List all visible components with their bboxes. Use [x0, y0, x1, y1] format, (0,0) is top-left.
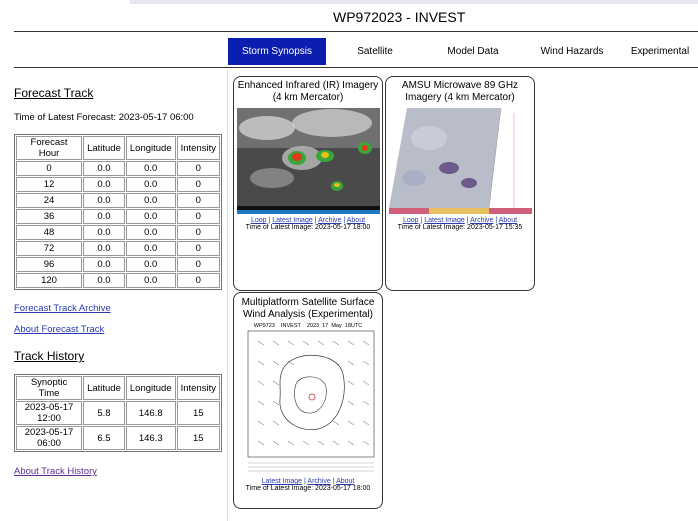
top-strip — [130, 0, 698, 4]
about-forecast-link[interactable]: About Forecast Track — [14, 324, 105, 335]
wind-image[interactable] — [238, 323, 378, 477]
table-cell: 0.0 — [83, 241, 125, 256]
table-cell: 146.8 — [126, 401, 176, 425]
table-row — [16, 257, 220, 272]
latest-forecast-time: Time of Latest Forecast: 2023-05-17 06:00 — [14, 112, 194, 123]
table-cell: 0 — [177, 209, 220, 224]
wind-card-title: Multiplatform Satellite Surface Wind Analysis (Experimental) — [241, 297, 375, 320]
table-row — [16, 177, 220, 192]
table-cell: 6.5 — [83, 426, 125, 450]
table-cell: 15 — [177, 401, 220, 425]
table-cell: 0.0 — [83, 177, 125, 192]
table-cell: 0.0 — [126, 225, 176, 240]
table-cell: 0 — [177, 225, 220, 240]
table-row — [16, 209, 220, 224]
ir-loop-link[interactable]: Loop — [250, 217, 267, 224]
mw-latest-link[interactable]: Latest Image — [424, 217, 465, 224]
table-row — [16, 241, 220, 256]
table-cell: 0.0 — [126, 273, 176, 288]
forecast-archive-link[interactable]: Forecast Track Archive — [14, 303, 111, 314]
title-divider — [14, 31, 698, 32]
table-cell: 24 — [16, 193, 82, 208]
column-header: Forecast Hour — [16, 136, 82, 160]
table-cell: 0.0 — [126, 257, 176, 272]
wind-analysis-card — [233, 292, 383, 509]
about-track-history-link[interactable]: About Track History — [14, 466, 97, 477]
tab-storm-synopsis[interactable]: Storm Synopsis — [228, 38, 326, 65]
ir-latest-link[interactable]: Latest Image — [272, 217, 313, 224]
column-header: Intensity — [177, 136, 220, 160]
table-cell: 0 — [177, 193, 220, 208]
column-header: Longitude — [126, 376, 176, 400]
nav-divider — [14, 67, 698, 68]
table-cell: 0 — [177, 257, 220, 272]
table-row — [16, 273, 220, 288]
ir-card-title: Enhanced Infrared (IR) Imagery (4 km Mercator) — [237, 80, 379, 103]
wind-analysis-plot — [238, 329, 378, 475]
mw-card-title: AMSU Microwave 89 GHz Imagery (4 km Mercator) — [401, 80, 519, 103]
forecast-track-heading: Forecast Track — [14, 86, 94, 100]
table-row — [16, 161, 220, 176]
table-row — [16, 426, 220, 450]
track-history-heading: Track History — [14, 349, 85, 363]
table-cell: 146.3 — [126, 426, 176, 450]
nav-bar — [228, 38, 698, 65]
table-cell: 0 — [16, 161, 82, 176]
table-row — [16, 225, 220, 240]
ir-about-link[interactable]: About — [346, 217, 366, 224]
left-column — [14, 86, 222, 477]
mw-about-link[interactable]: About — [498, 217, 518, 224]
wind-latest-link[interactable]: Latest Image — [261, 478, 303, 485]
mw-links: Loop | Latest Image | Archive | About — [402, 217, 518, 224]
table-cell: 48 — [16, 225, 82, 240]
table-cell: 0.0 — [83, 273, 125, 288]
mw-image[interactable] — [389, 108, 532, 214]
wind-latest-time: Time of Latest Image: 2023-05-17 18:00 — [245, 485, 371, 492]
table-row — [16, 193, 220, 208]
tab-experimental[interactable]: Experimental — [630, 46, 690, 57]
ir-imagery-card — [233, 76, 383, 291]
mw-latest-time: Time of Latest Image: 2023-05-17 15:35 — [397, 224, 523, 231]
table-cell: 12 — [16, 177, 82, 192]
wind-about-link[interactable]: About — [336, 478, 355, 485]
history-table — [14, 374, 222, 452]
table-cell: 2023-05-17 06:00 — [16, 426, 82, 450]
microwave-imagery-card — [385, 76, 535, 291]
table-cell: 2023-05-17 12:00 — [16, 401, 82, 425]
table-cell: 36 — [16, 209, 82, 224]
table-cell: 0 — [177, 273, 220, 288]
table-cell: 0 — [177, 241, 220, 256]
table-cell: 0.0 — [83, 161, 125, 176]
table-cell: 0.0 — [126, 177, 176, 192]
ir-satellite-image — [237, 108, 380, 214]
tab-wind-hazards[interactable]: Wind Hazards — [540, 46, 604, 57]
table-cell: 72 — [16, 241, 82, 256]
table-cell: 0 — [177, 161, 220, 176]
column-header: Latitude — [83, 376, 125, 400]
mw-archive-link[interactable]: Archive — [470, 217, 494, 224]
table-cell: 0.0 — [83, 193, 125, 208]
mw-loop-link[interactable]: Loop — [402, 217, 419, 224]
table-header-row — [16, 136, 220, 160]
column-header: Synoptic Time — [16, 376, 82, 400]
column-divider — [227, 70, 228, 521]
table-cell: 15 — [177, 426, 220, 450]
table-cell: 0.0 — [126, 241, 176, 256]
tab-model-data[interactable]: Model Data — [447, 46, 499, 57]
ir-image[interactable] — [237, 108, 380, 214]
table-cell: 0.0 — [83, 257, 125, 272]
table-cell: 0.0 — [126, 209, 176, 224]
ir-archive-link[interactable]: Archive — [318, 217, 342, 224]
column-header: Longitude — [126, 136, 176, 160]
table-row — [16, 401, 220, 425]
ir-latest-time: Time of Latest Image: 2023-05-17 18:00 — [245, 224, 371, 231]
table-cell: 0.0 — [126, 193, 176, 208]
table-cell: 5.8 — [83, 401, 125, 425]
table-cell: 120 — [16, 273, 82, 288]
mw-satellite-image — [389, 108, 532, 214]
tab-satellite[interactable]: Satellite — [357, 46, 393, 57]
table-cell: 0.0 — [126, 161, 176, 176]
page-title: WP972023 - INVEST — [333, 9, 466, 25]
table-cell: 96 — [16, 257, 82, 272]
forecast-table — [14, 134, 222, 290]
table-cell: 0.0 — [83, 209, 125, 224]
table-cell: 0.0 — [83, 225, 125, 240]
table-header-row — [16, 376, 220, 400]
wind-archive-link[interactable]: Archive — [307, 478, 331, 485]
column-header: Latitude — [83, 136, 125, 160]
ir-links: Loop | Latest Image | Archive | About — [250, 217, 366, 224]
wind-image-header: WP9723 INVEST 2023 17 May 18UTC — [253, 323, 363, 329]
wind-links: Latest Image | Archive | About — [261, 478, 355, 485]
table-cell: 0 — [177, 177, 220, 192]
column-header: Intensity — [177, 376, 220, 400]
